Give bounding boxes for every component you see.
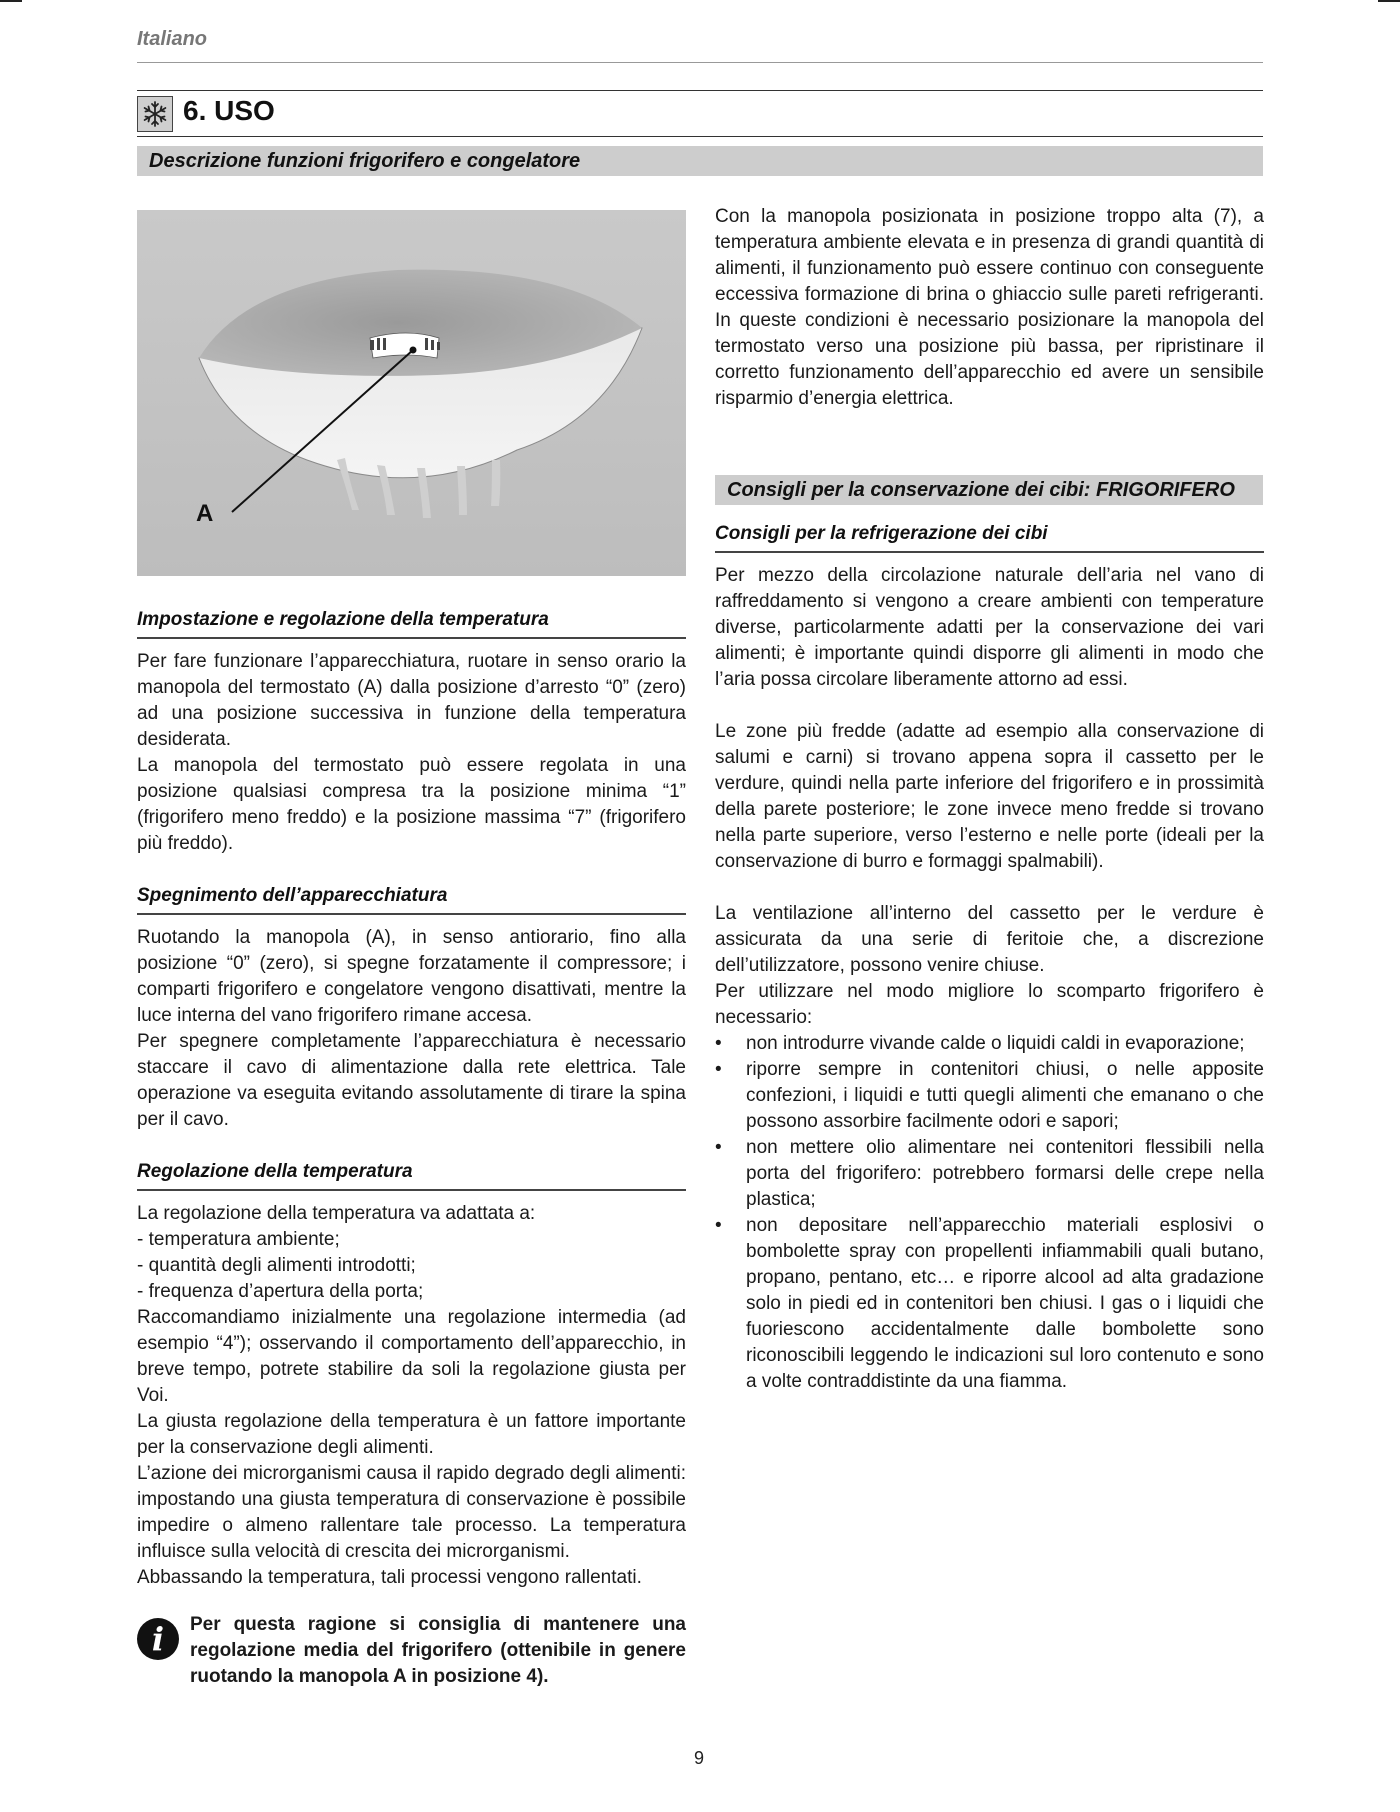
section-band-main: Descrizione funzioni frigorifero e congelatore	[137, 146, 1263, 176]
header-language: Italiano	[137, 28, 208, 50]
left-s3-paragraph-5: Abbassando la temperatura, tali processi vengono rallentati.	[137, 1567, 642, 1588]
right-paragraph-4: Per utilizzare nel modo migliore lo scomparto frigorifero è necessario:	[715, 981, 1264, 1028]
info-icon: i	[137, 1618, 179, 1660]
left-column	[137, 607, 686, 1591]
left-s3-line: - temperatura ambiente;	[137, 1229, 340, 1250]
figure-label-a: A	[196, 500, 214, 527]
left-s3-paragraph-3: La giusta regolazione della temperatura è un fattore importante per la conservazione degli alimenti.	[137, 1411, 686, 1458]
subsection-title-refrigeration: Consigli per la refrigerazione dei cibi	[715, 521, 1264, 553]
info-note: Per questa ragione si consiglia di mantenere una regolazione media del frigorifero (ottenibile in genere ruotando la manopola A in posizione 4).	[190, 1614, 686, 1687]
right-paragraph-3: La ventilazione all’interno del cassetto per le verdure è assicurata da una serie di feritoie che, a discrezione dell’utilizzatore, possono venire chiuse.	[715, 903, 1264, 976]
page-number: 9	[694, 1748, 705, 1768]
list-item: • non depositare nell’apparecchio materiali esplosivi o bombolette spray con propellenti infiammabili quali butano, propano, pentano, etc… e riporre alcool ad alta gradazione solo in piedi ed in contenitori ben chiusi. I gas o i liquidi che fuoriescono accidentalmente dalle bombolette sono riconoscibili leggendo le indicazioni sul loro contenuto e sono a volte contraddistinte da una fiamma.	[715, 1213, 1264, 1395]
chapter-title: 6. USO	[183, 95, 275, 126]
thermostat-figure	[137, 210, 686, 576]
left-s3-line: - frequenza d’apertura della porta;	[137, 1281, 424, 1302]
right-paragraph-2: Le zone più fredde (adatte ad esempio alla conservazione di salumi e carni) si trovano appena sopra il cassetto per le verdure, quindi nella parte inferiore del frigorifero e in prossimità della parete posteriore; le zone invece meno fredde si trovano nella parte superiore, verso l’esterno e nelle porte (ideali per la conservazione di burro e formaggi spalmabili).	[715, 721, 1264, 872]
left-s3-paragraph-4: L’azione dei microrganismi causa il rapido degrado degli alimenti: impostando una giusta temperatura di conservazione è possibile impedire o almeno rallentare tale processo. La temperatura influisce sulla velocità di crescita dei microrganismi.	[137, 1463, 686, 1562]
snowflake-icon	[137, 96, 173, 132]
section-band-fridge: Consigli per la conservazione dei cibi: FRIGORIFERO	[715, 475, 1263, 505]
crop-mark-left	[0, 0, 22, 2]
left-s2-paragraph-1: Ruotando la manopola (A), in senso antiorario, fino alla posizione “0” (zero), si spegne forzatamente il compressore; i comparti frigorifero e congelatore vengono disattivati, mentre la luce interna del vano frigorifero rimane accesa.	[137, 927, 686, 1026]
left-s1-paragraph-1: Per fare funzionare l’apparecchiatura, ruotare in senso orario la manopola del termostato (A) dalla posizione d’arresto “0” (zero) ad una posizione successiva in funzione della temperatura desiderata.	[137, 651, 686, 750]
left-s3-paragraph-2: Raccomandiamo inizialmente una regolazione intermedia (ad esempio “4”); osservando il comportamento dell’apparecchio, in breve tempo, potrete stabilire da soli la regolazione giusta per Voi.	[137, 1307, 686, 1406]
storage-tips-list	[715, 1031, 1264, 1395]
chapter-top-rule	[137, 90, 1263, 91]
left-s2-paragraph-2: Per spegnere completamente l’apparecchiatura è necessario staccare il cavo di alimentazione dalla rete elettrica. Tale operazione va eseguita evitando assolutamente di tirare la spina per il cavo.	[137, 1031, 686, 1130]
left-s3-line: La regolazione della temperatura va adattata a:	[137, 1203, 536, 1224]
header-divider	[137, 62, 1263, 63]
left-s1-paragraph-2: La manopola del termostato può essere regolata in una posizione qualsiasi compresa tra la posizione minima “1” (frigorifero meno freddo) e la posizione massima “7” (frigorifero più freddo).	[137, 755, 686, 854]
subsection-title-temperature-setting: Impostazione e regolazione della temperatura	[137, 607, 686, 639]
list-item: • non introdurre vivande calde o liquidi caldi in evaporazione;	[715, 1031, 1264, 1057]
right-paragraph-1: Per mezzo della circolazione naturale dell’aria nel vano di raffreddamento si vengono a creare ambienti con temperature diverse, particolarmente adatti per la conservazione dei vari alimenti; è importante quindi disporre gli alimenti in modo che l’aria possa circolare liberamente attorno ad essi.	[715, 565, 1264, 690]
left-s3-line: - quantità degli alimenti introdotti;	[137, 1255, 416, 1276]
subsection-title-temperature-regulation: Regolazione della temperatura	[137, 1159, 686, 1191]
crop-mark-right	[1378, 0, 1400, 2]
chapter-bottom-rule	[137, 136, 1263, 137]
subsection-title-switch-off: Spegnimento dell’apparecchiatura	[137, 883, 686, 915]
right-intro-paragraph: Con la manopola posizionata in posizione troppo alta (7), a temperatura ambiente elevata e in presenza di grandi quantità di alimenti, il funzionamento può essere continuo con conseguente eccessiva formazione di brina o ghiaccio sulle pareti refrigeranti. In queste condizioni è necessario posizionare la manopola del termostato verso una posizione più bassa, per ripristinare il corretto funzionamento dell’apparecchio ed avere un sensibile risparmio d’energia elettrica.	[715, 206, 1264, 409]
list-item: • non mettere olio alimentare nei contenitori flessibili nella porta del frigorifero: potrebbero formarsi delle crepe nella plastica;	[715, 1135, 1264, 1213]
list-item: • riporre sempre in contenitori chiusi, o nelle apposite confezioni, i liquidi e tutti quegli alimenti che emanano o che possono assorbire facilmente odori e sapori;	[715, 1057, 1264, 1135]
right-intro-block	[715, 204, 1264, 412]
right-column	[715, 521, 1264, 1395]
